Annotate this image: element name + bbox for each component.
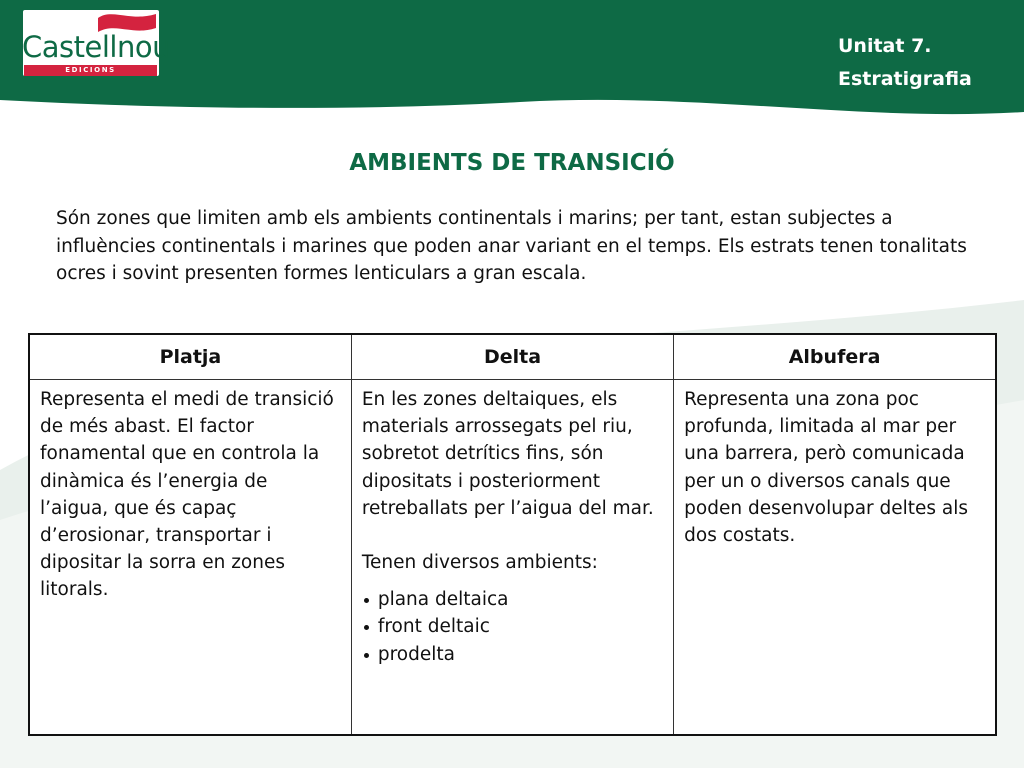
logo-tagline: EDICIONS (24, 65, 157, 76)
cell-platja (29, 380, 351, 736)
delta-environments-list (362, 586, 663, 668)
list-item-text: front deltaic (377, 616, 490, 638)
environments-table (28, 333, 997, 736)
list-item (362, 641, 663, 668)
list-item (362, 586, 663, 613)
albufera-description: Representa una zona poc profunda, limitada al mar per una barrera, però comunicada per un o diversos canals que poden desenvolupar deltes als dos costats. (684, 389, 969, 547)
table-header-row (29, 334, 996, 380)
column-header-platja: Platja (29, 334, 351, 380)
delta-description: En les zones deltaiques, els materials arrossegats pel riu, sobretot detrítics fins, són dipositats i posteriorment retreballats per l’aigua del mar. (361, 389, 654, 519)
platja-description: Representa el medi de transició de més abast. El factor fonamental que en controla la dinàmica és l’energia de l’aigua, que és capaç d’erosionar, transportar i dipositar la sorra en zones litorals. (40, 389, 334, 601)
header-band (0, 0, 1024, 118)
unit-number: Unitat 7. (838, 35, 932, 57)
delta-environments-intro: Tenen diversos ambients: (361, 552, 598, 574)
column-header-albufera: Albufera (674, 334, 996, 380)
table-row (29, 380, 996, 736)
unit-topic: Estratigrafia (838, 68, 972, 90)
column-header-delta: Delta (351, 334, 673, 380)
list-item-text: plana deltaica (377, 589, 509, 611)
bullet-icon (364, 625, 369, 630)
bullet-icon (364, 598, 369, 603)
list-item-text: prodelta (377, 643, 455, 665)
cell-delta (351, 380, 673, 736)
bullet-icon (364, 653, 369, 658)
unit-heading (838, 30, 972, 96)
cell-albufera (674, 380, 996, 736)
intro-paragraph: Són zones que limiten amb els ambients continentals i marins; per tant, estan subjectes a influències continentals i marines que poden anar variant en el temps. Els estrats tenen tonalitats ocres i sovint presenten formes lenticulars a gran escala. (56, 208, 967, 284)
list-item (362, 613, 663, 640)
logo-name: Castellnou (22, 30, 170, 64)
page-title: AMBIENTS DE TRANSICIÓ (349, 150, 675, 176)
